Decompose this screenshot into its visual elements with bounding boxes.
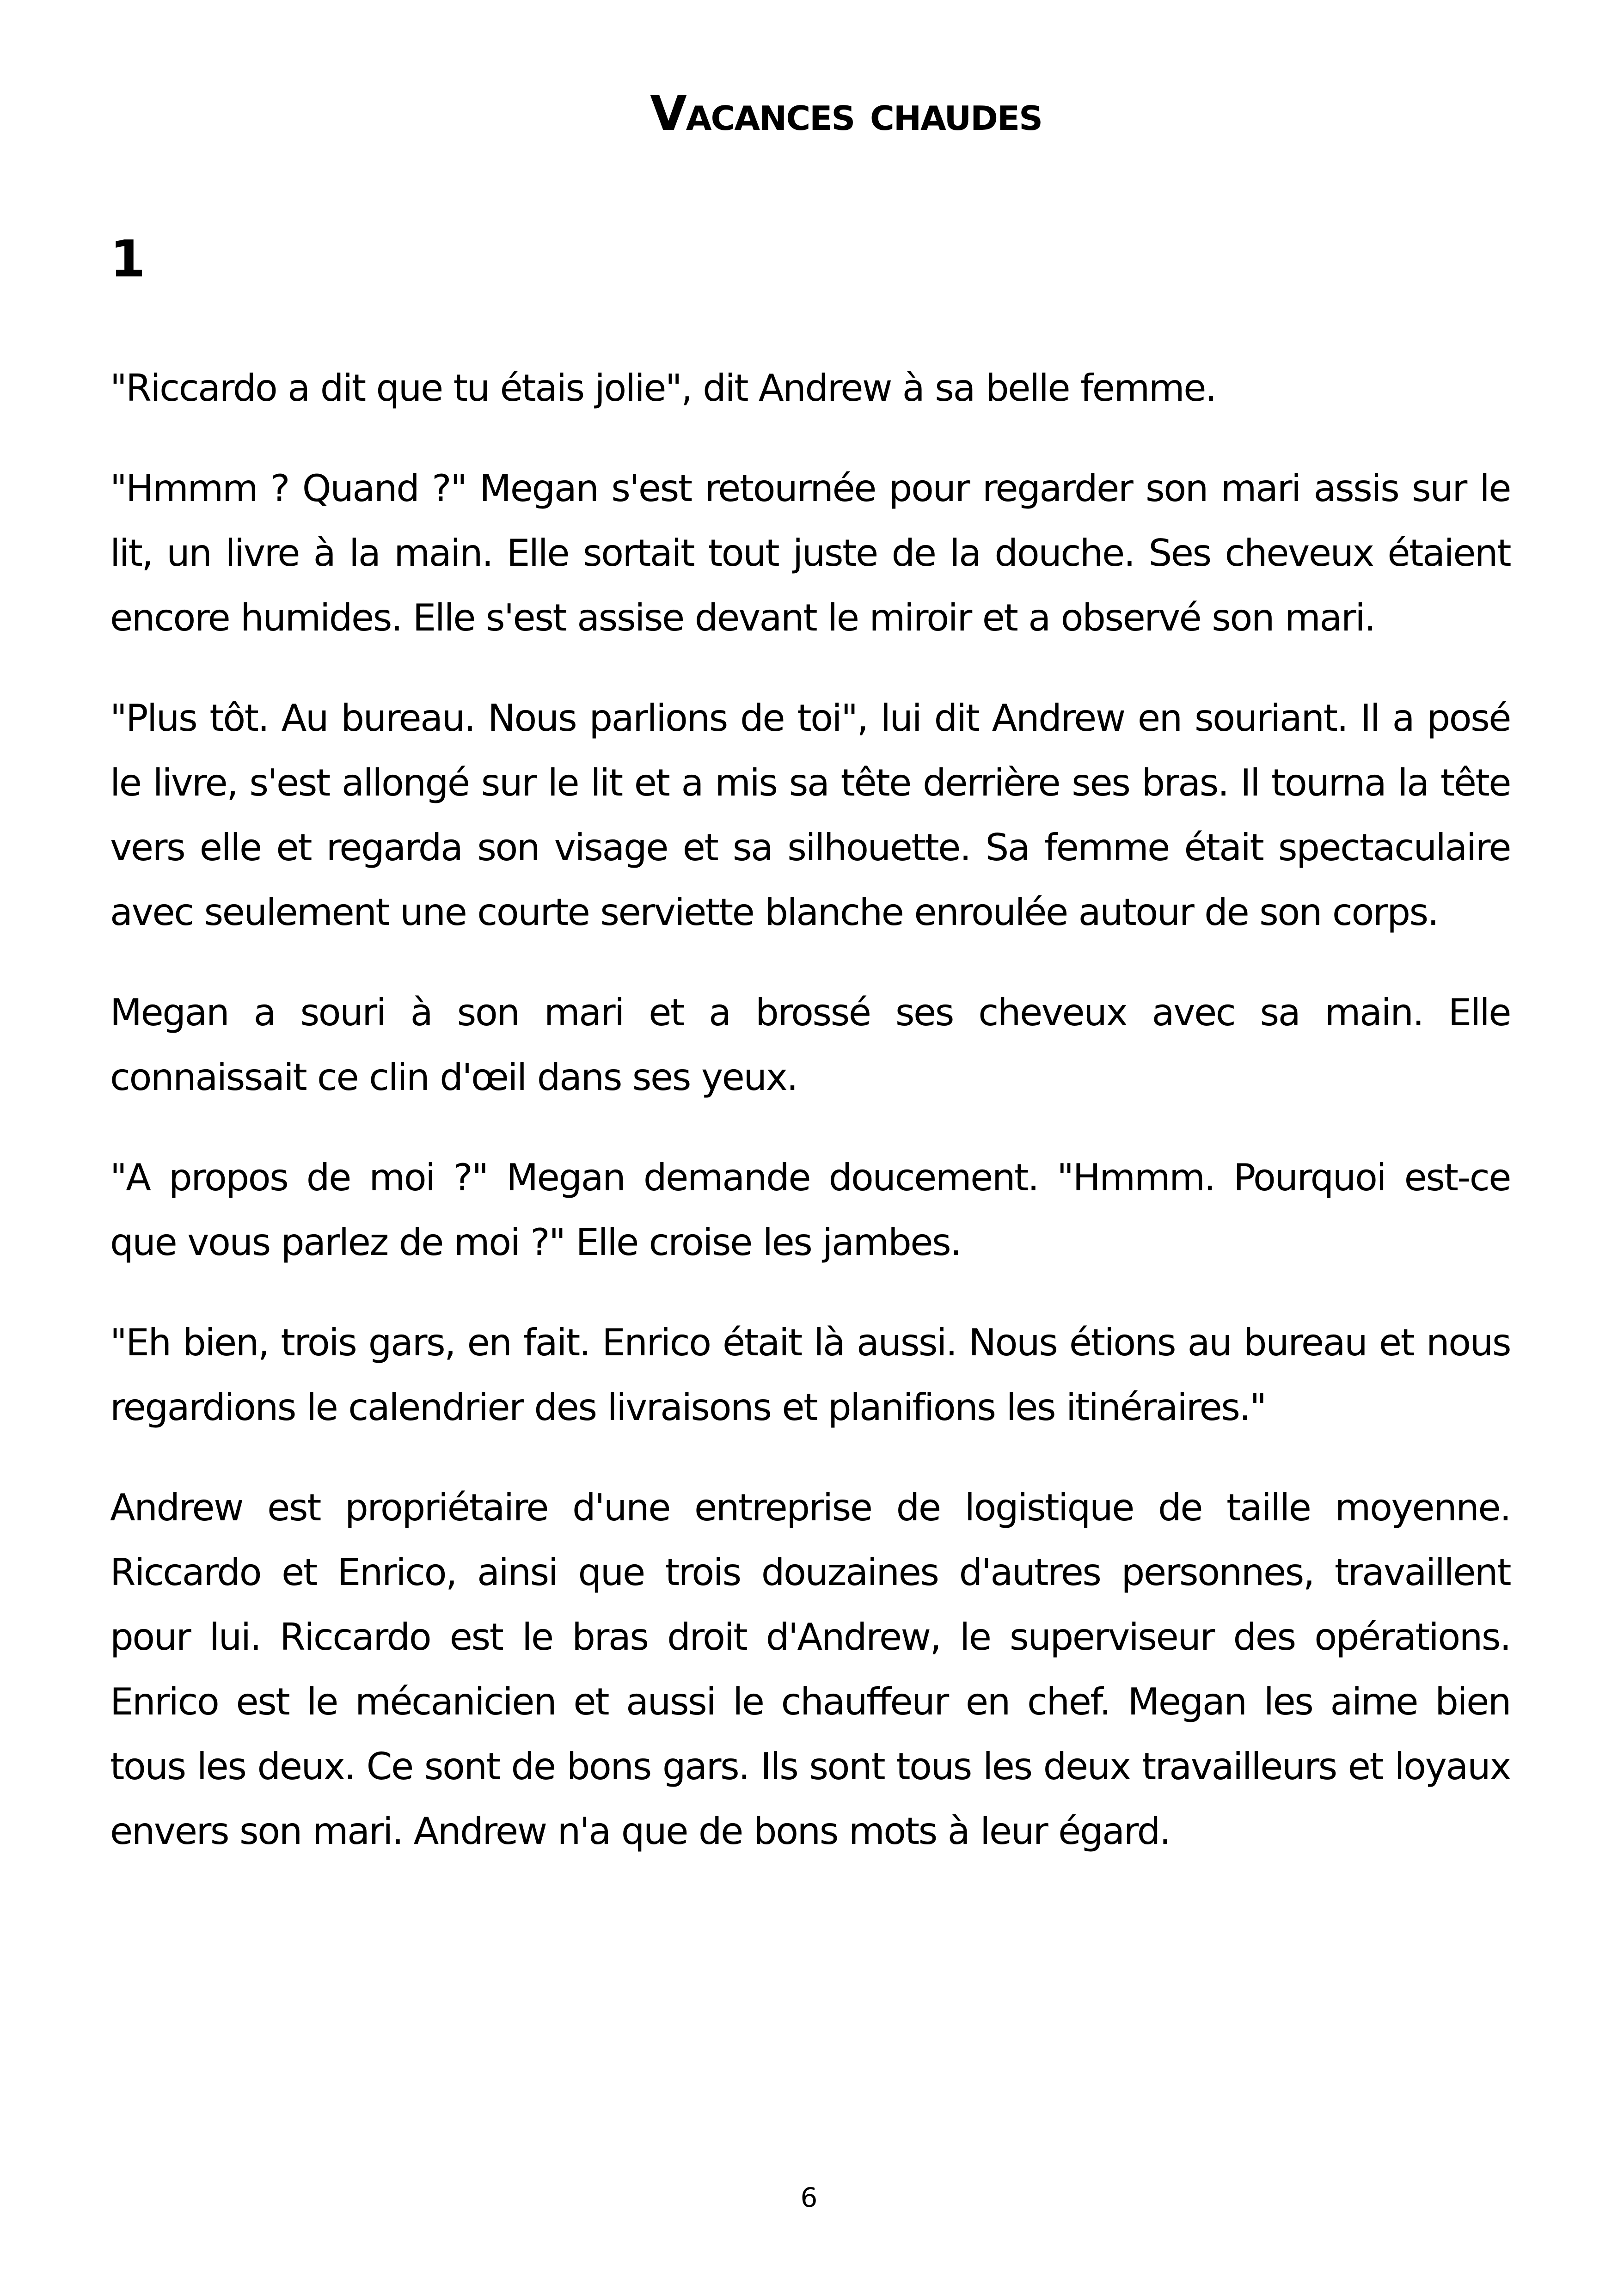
paragraph: "Hmmm ? Quand ?" Megan s'est retournée pour regarder son mari assis sur le lit, un livre à la main. Elle sortait tout juste de la douche. Ses cheveux étaient encore humides. Elle s'est assise devant le miroir et a observé son mari. (110, 467, 1510, 639)
paragraph: Megan a souri à son mari et a brossé ses cheveux avec sa main. Elle connaissait ce clin d'œil dans ses yeux. (110, 991, 1510, 1099)
book-title: Vacances chaudes (650, 86, 1042, 141)
paragraph: "A propos de moi ?" Megan demande doucement. "Hmmm. Pourquoi est-ce que vous parlez de moi ?" Elle croise les jambes. (110, 1156, 1510, 1264)
paragraph: "Eh bien, trois gars, en fait. Enrico était là aussi. Nous étions au bureau et nous regardions le calendrier des livraisons et planifions les itinéraires." (110, 1321, 1510, 1429)
body-text (110, 356, 1510, 1899)
paragraph: "Plus tôt. Au bureau. Nous parlions de toi", lui dit Andrew en souriant. Il a posé le livre, s'est allongé sur le lit et a mis sa tête derrière ses bras. Il tourna la tête vers elle et regarda son visage et sa silhouette. Sa femme était spectaculaire avec seulement une courte serviette blanche enroulée autour de son corps. (110, 697, 1510, 934)
page-number: 6 (800, 2182, 818, 2213)
paragraph: "Riccardo a dit que tu étais jolie", dit Andrew à sa belle femme. (110, 367, 1216, 410)
chapter-number: 1 (110, 229, 146, 288)
paragraph: Andrew est propriétaire d'une entreprise de logistique de taille moyenne. Riccardo et Enrico, ainsi que trois douzaines d'autres personnes, travaillent pour lui. Riccardo est le bras droit d'Andrew, le superviseur des opérations. Enrico est le mécanicien et aussi le chauffeur en chef. Megan les aime bien tous les deux. Ce sont de bons gars. Ils sont tous les deux travailleurs et loyaux envers son mari. Andrew n'a que de bons mots à leur égard. (110, 1486, 1510, 1853)
